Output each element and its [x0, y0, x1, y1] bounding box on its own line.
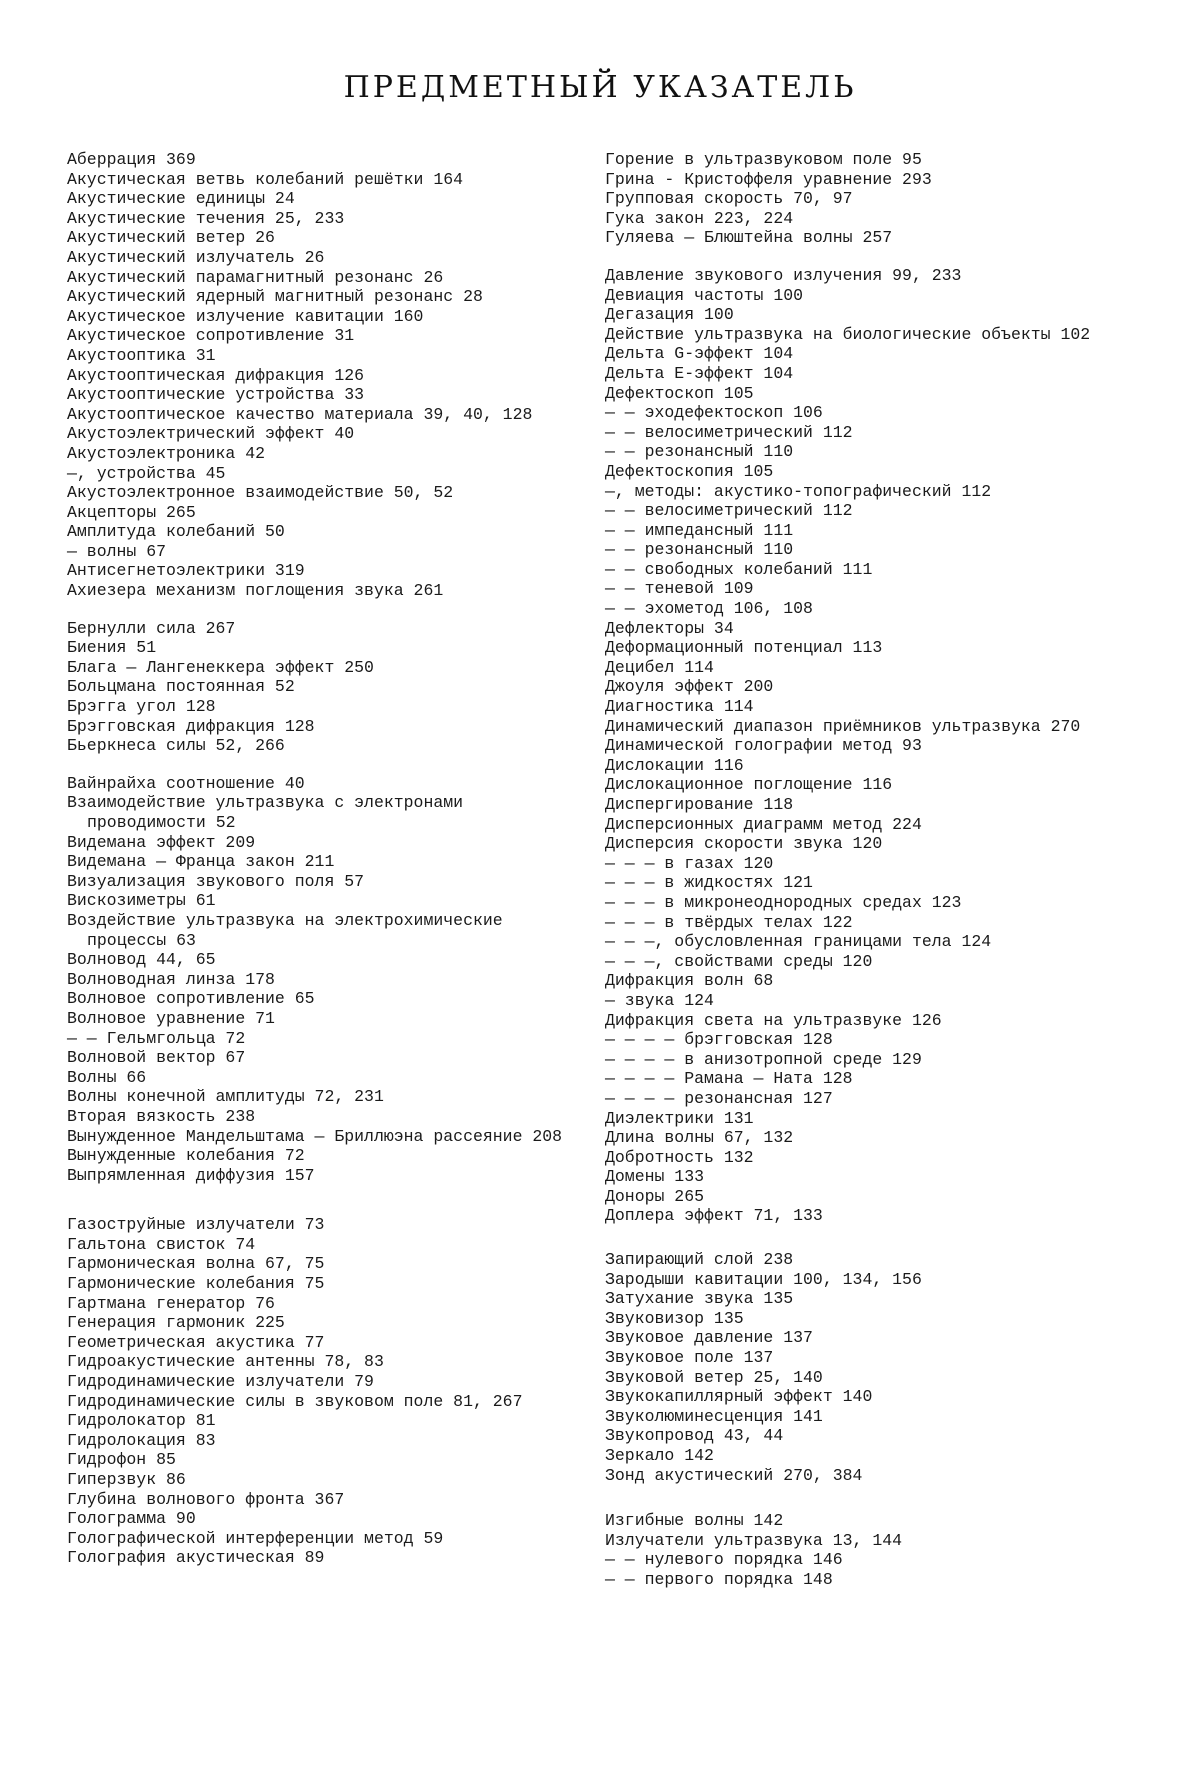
index-entry: Гидрофон 85 — [67, 1450, 176, 1470]
index-entry: Видемана — Франца закон 211 — [67, 852, 335, 872]
index-entry: Джоуля эффект 200 — [605, 677, 774, 697]
index-group-i — [605, 1511, 1103, 1589]
index-entry: Зародыши кавитации 100, 134, 156 — [605, 1269, 922, 1289]
index-entry: Акустооптика 31 — [67, 345, 216, 365]
index-entry: Вайнрайха соотношение 40 — [67, 773, 305, 793]
index-entry: — — — в микронеоднородных средах 123 — [605, 892, 962, 912]
index-entry: Диспергирование 118 — [605, 795, 794, 814]
index-entry: Дислокационное поглощение 116 — [605, 775, 893, 795]
index-entry: — — —, свойствами среды 120 — [605, 951, 873, 971]
index-entry: Затухание звука 135 — [605, 1289, 794, 1309]
index-group-g-continued — [605, 150, 1103, 248]
index-entry: Больцмана постоянная 52 — [67, 677, 295, 697]
index-entry: Волноводная линза 178 — [67, 969, 275, 989]
index-entry: Гидродинамические силы в звуковом поле 81, 267 — [67, 1391, 523, 1411]
index-entry: Брэгговская дифракция 128 — [67, 716, 315, 736]
index-entry: Антисегнетоэлектрики 319 — [67, 561, 305, 581]
index-entry: — — эхометод 106, 108 — [605, 599, 813, 619]
index-entry: Домены 133 — [605, 1167, 705, 1187]
index-entry: Бернулли сила 267 — [67, 618, 236, 638]
index-entry: Волны 66 — [67, 1067, 147, 1087]
index-entry: — — велосиметрический 112 — [605, 501, 853, 521]
index-group-z — [605, 1250, 1103, 1485]
index-entry: — — резонансный 110 — [605, 442, 794, 462]
index-entry: Гидродинамические излучатели 79 — [67, 1372, 374, 1392]
index-entry: Блага — Лангенеккера эффект 250 — [67, 657, 374, 677]
index-entry: Вторая вязкость 238 — [67, 1106, 256, 1126]
index-entry: Акустические течения 25, 233 — [67, 208, 345, 228]
index-entry: Девиация частоты 100 — [605, 285, 804, 305]
index-entry: — звука 124 — [605, 990, 714, 1010]
index-entry: Гармонические колебания 75 — [67, 1274, 325, 1294]
index-entry: Голограмма 90 — [67, 1509, 196, 1529]
index-entry: Брэгга угол 128 — [67, 697, 216, 717]
index-entry: Акустоэлектрический эффект 40 — [67, 424, 355, 444]
index-entry: Звуковое поле 137 — [605, 1348, 774, 1368]
index-entry: Акустическая ветвь колебаний решётки 164 — [67, 169, 464, 189]
index-entry: Гука закон 223, 224 — [605, 208, 794, 228]
index-entry: Доноры 265 — [605, 1186, 705, 1206]
index-entry: Гартмана генератор 76 — [67, 1293, 275, 1313]
index-entry: Звукопровод 43, 44 — [605, 1426, 784, 1446]
index-entry: Дефектоскоп 105 — [605, 383, 754, 403]
index-entry: Визуализация звукового поля 57 — [67, 871, 365, 891]
index-entry: Гармоническая волна 67, 75 — [67, 1254, 325, 1274]
page-title: ПРЕДМЕТНЫЙ УКАЗАТЕЛЬ — [343, 70, 857, 105]
index-entry: Вискозиметры 61 — [67, 891, 216, 911]
index-entry: Акцепторы 265 — [67, 502, 196, 522]
index-entry: Деформационный потенциал 113 — [605, 638, 883, 658]
index-entry: Акустический ветер 26 — [67, 228, 275, 248]
index-column-left — [67, 150, 577, 1586]
index-entry: — — — — брэгговская 128 — [605, 1030, 833, 1050]
index-entry: Групповая скорость 70, 97 — [605, 189, 853, 209]
index-entry: Гидролокатор 81 — [67, 1411, 216, 1431]
index-entry: Дегазация 100 — [605, 305, 734, 325]
index-entry: Грина - Кристоффеля уравнение 293 — [605, 169, 932, 189]
index-entry: Акустические единицы 24 — [67, 189, 295, 209]
index-entry: Динамический диапазон приёмников ультразвука 270 — [605, 716, 1081, 736]
index-group-b — [67, 619, 577, 756]
index-group-a — [67, 150, 577, 601]
index-entry: Динамической голографии метод 93 — [605, 736, 922, 756]
index-entry: Горение в ультразвуковом поле 95 — [605, 150, 922, 169]
index-entry: Звуколюминесценция 141 — [605, 1406, 823, 1426]
index-entry: — — Гельмгольца 72 — [67, 1028, 246, 1048]
index-entry: Взаимодействие ультразвука с электронами проводимости 52 — [67, 793, 464, 832]
index-entry: Акустооптическое качество материала 39, 40, 128 — [67, 404, 533, 424]
index-entry: Волны конечной амплитуды 72, 231 — [67, 1087, 384, 1107]
index-entry: Газоструйные излучатели 73 — [67, 1215, 325, 1235]
index-entry: Дисперсионных диаграмм метод 224 — [605, 814, 922, 834]
index-entry: Дифракция волн 68 — [605, 971, 774, 991]
index-entry: Гидролокация 83 — [67, 1430, 216, 1450]
index-entry: — — свободных колебаний 111 — [605, 559, 873, 579]
index-entry: — — теневой 109 — [605, 579, 754, 599]
index-entry: — — эходефектоскоп 106 — [605, 403, 823, 423]
index-entry: Акустический излучатель 26 — [67, 247, 325, 267]
index-entry: Акустическое излучение кавитации 160 — [67, 306, 424, 326]
index-entry: Волновое уравнение 71 — [67, 1008, 275, 1028]
index-group-v — [67, 774, 577, 1185]
index-entry: Волновое сопротивление 65 — [67, 989, 315, 1009]
index-entry: Дифракция света на ультразвуке 126 — [605, 1010, 942, 1030]
index-entry: Амплитуда колебаний 50 — [67, 522, 285, 542]
index-entry: Акустоэлектроника 42 — [67, 443, 266, 463]
index-entry: Биения 51 — [67, 638, 157, 658]
index-entry: Волновод 44, 65 — [67, 950, 216, 970]
index-entry: Дисперсия скорости звука 120 — [605, 834, 883, 854]
index-entry: Гиперзвук 86 — [67, 1470, 186, 1489]
index-group-d — [605, 266, 1103, 1226]
index-entry: Акустический парамагнитный резонанс 26 — [67, 267, 444, 287]
index-entry: Добротность 132 — [605, 1147, 754, 1167]
index-entry: Глубина волнового фронта 367 — [67, 1489, 345, 1509]
index-entry: Вынужденные колебания 72 — [67, 1146, 305, 1166]
index-entry: Выпрямленная диффузия 157 — [67, 1165, 315, 1185]
index-entry: Акустооптическая дифракция 126 — [67, 365, 365, 385]
index-entry: Акустооптические устройства 33 — [67, 385, 365, 405]
index-entry: Акустический ядерный магнитный резонанс 28 — [67, 287, 483, 307]
index-entry: Акустическое сопротивление 31 — [67, 326, 355, 346]
index-entry: Бьеркнеса силы 52, 266 — [67, 736, 285, 756]
index-entry: Звуковое давление 137 — [605, 1328, 813, 1348]
index-entry: — — первого порядка 148 — [605, 1569, 833, 1589]
index-entry: Звукокапиллярный эффект 140 — [605, 1387, 873, 1407]
index-entry: — — — — в анизотропной среде 129 — [605, 1049, 922, 1069]
index-entry: Зеркало 142 — [605, 1446, 714, 1465]
index-entry: Ахиезера механизм поглощения звука 261 — [67, 581, 444, 601]
index-group-g — [67, 1215, 577, 1568]
index-entry: — — — в газах 120 — [605, 853, 774, 873]
index-entry: Дельта E-эффект 104 — [605, 363, 794, 383]
index-entry: Геометрическая акустика 77 — [67, 1332, 325, 1352]
index-entry: Излучатели ультразвука 13, 144 — [605, 1530, 903, 1550]
index-entry: Голография акустическая 89 — [67, 1548, 325, 1568]
index-entry: —, устройства 45 — [67, 463, 226, 483]
index-entry: — — импедансный 111 — [605, 520, 794, 540]
index-entry: Запирающий слой 238 — [605, 1250, 794, 1270]
index-entry: — — велосиметрический 112 — [605, 422, 853, 442]
index-entry: Голографической интерференции метод 59 — [67, 1528, 444, 1548]
index-entry: Зонд акустический 270, 384 — [605, 1465, 863, 1485]
index-entry: Дефектоскопия 105 — [605, 461, 774, 481]
index-column-right — [605, 150, 1103, 1608]
index-entry: — — — — Рамана — Ната 128 — [605, 1069, 853, 1089]
index-entry: Дельта G-эффект 104 — [605, 344, 794, 364]
index-entry: — — нулевого порядка 146 — [605, 1550, 843, 1570]
index-entry: Вынужденное Мандельштама — Бриллюэна рассеяние 208 — [67, 1126, 563, 1146]
index-entry: — — резонансный 110 — [605, 540, 794, 560]
index-entry: Звуковизор 135 — [605, 1308, 744, 1328]
index-entry: Дефлекторы 34 — [605, 618, 734, 638]
index-entry: Децибел 114 — [605, 657, 714, 677]
index-entry: Гальтона свисток 74 — [67, 1234, 256, 1254]
index-entry: —, методы: акустико-топографический 112 — [605, 481, 992, 501]
index-entry: — — — — резонансная 127 — [605, 1088, 833, 1108]
index-entry: — — — в твёрдых телах 122 — [605, 912, 853, 932]
index-entry: Диэлектрики 131 — [605, 1108, 754, 1128]
index-entry: Видемана эффект 209 — [67, 832, 256, 852]
index-entry: Длина волны 67, 132 — [605, 1128, 794, 1148]
index-entry: Звуковой ветер 25, 140 — [605, 1367, 823, 1387]
index-entry: Действие ультразвука на биологические объекты 102 — [605, 324, 1091, 344]
index-entry: Волновой вектор 67 — [67, 1048, 246, 1068]
index-entry: Акустоэлектронное взаимодействие 50, 52 — [67, 483, 454, 503]
index-entry: Диагностика 114 — [605, 697, 754, 717]
index-entry: Дислокации 116 — [605, 755, 744, 775]
index-entry: — волны 67 — [67, 541, 167, 561]
index-entry: Изгибные волны 142 — [605, 1511, 784, 1531]
index-entry: Гуляева — Блюштейна волны 257 — [605, 228, 893, 248]
index-entry: Аберрация 369 — [67, 150, 196, 169]
index-entry: — — —, обусловленная границами тела 124 — [605, 932, 992, 952]
index-entry: Доплера эффект 71, 133 — [605, 1206, 823, 1226]
index-entry: — — — в жидкостях 121 — [605, 873, 813, 893]
index-entry: Давление звукового излучения 99, 233 — [605, 265, 962, 285]
index-entry: Воздействие ультразвука на электрохимические процессы 63 — [67, 910, 503, 950]
index-entry: Генерация гармоник 225 — [67, 1313, 285, 1333]
index-entry: Гидроакустические антенны 78, 83 — [67, 1352, 384, 1372]
